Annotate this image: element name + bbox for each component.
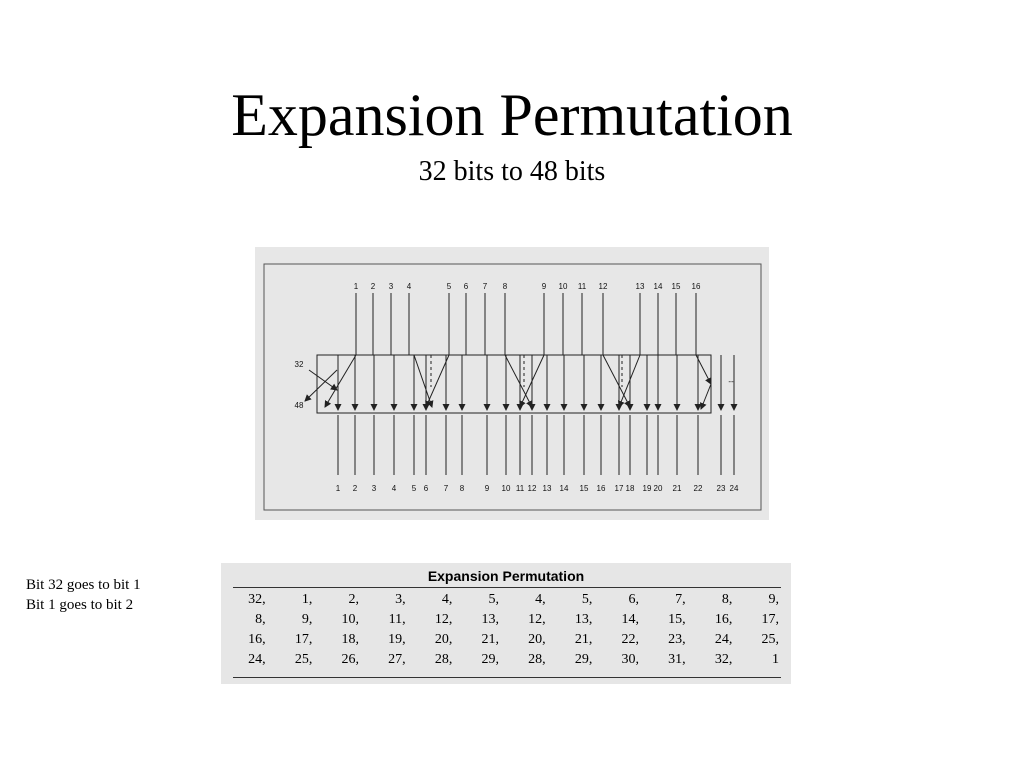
input-bit-label: 3 [388, 282, 394, 291]
notes [26, 575, 141, 615]
output-bit-label: 9 [484, 484, 490, 493]
output-bit-label: 12 [527, 484, 537, 493]
table-cell: 15, [668, 612, 686, 627]
table-cell: 17, [294, 632, 313, 647]
output-bit-label: 3 [371, 484, 377, 493]
table-cell: 4, [441, 592, 453, 607]
output-bit-label: 14 [559, 484, 569, 493]
output-bit-label: 23 [716, 484, 726, 493]
table-cell: 25, [294, 652, 313, 667]
slide-subtitle: 32 bits to 48 bits [418, 156, 606, 187]
table-cell: 9, [301, 612, 313, 627]
table-cell: 12, [434, 612, 453, 627]
permutation-grid [225, 591, 785, 669]
output-bit-label: 5 [411, 484, 417, 493]
output-bit-label: 17 [614, 484, 624, 493]
output-bit-label: 18 [625, 484, 635, 493]
output-bit-label: 10 [501, 484, 511, 493]
diagonal-line [325, 355, 356, 407]
table-cell: 1, [301, 592, 313, 607]
table-cell: 29, [574, 652, 593, 667]
input-bit-label: 2 [370, 282, 376, 291]
output-bit-label: 2 [352, 484, 358, 493]
input-bit-label: 1 [353, 282, 359, 291]
table-cell: 2, [348, 592, 359, 607]
continuation-mark: -- [728, 377, 734, 386]
table-cell: 20, [434, 632, 453, 647]
output-bit-label: 15 [579, 484, 589, 493]
output-bit-label: 11 [515, 484, 525, 493]
output-bit-label: 7 [443, 484, 449, 493]
output-bit-label: 1 [335, 484, 341, 493]
table-cell: 14, [621, 612, 639, 627]
expansion-table [221, 563, 791, 684]
table-cell: 11, [388, 612, 406, 627]
table-cell: 9, [768, 592, 779, 607]
note-line-2: Bit 1 goes to bit 2 [26, 597, 134, 613]
table-rule-top [233, 587, 781, 588]
table-cell: 8, [721, 592, 733, 607]
table-cell: 4, [535, 592, 546, 607]
table-cell: 20, [528, 632, 546, 647]
input-bit-label: 9 [541, 282, 547, 291]
table-cell: 19, [388, 632, 406, 647]
output-bit-label: 20 [653, 484, 663, 493]
table-cell: 32, [714, 652, 733, 667]
input-bit-label: 8 [502, 282, 508, 291]
slide-title: Expansion Permutation [231, 82, 793, 148]
table-cell: 13, [574, 612, 593, 627]
input-bit-label: 11 [577, 282, 587, 291]
output-bit-label: 24 [729, 484, 739, 493]
input-bit-label: 6 [463, 282, 469, 291]
input-bit-label: 15 [671, 282, 681, 291]
diagonal-line [505, 355, 532, 407]
input-bit-label: 16 [691, 282, 701, 291]
table-cell: 25, [761, 632, 779, 647]
side-cross-line [305, 370, 337, 401]
table-cell: 12, [528, 612, 546, 627]
table-cell: 29, [481, 652, 499, 667]
diagram-frame [264, 264, 761, 510]
table-cell: 3, [395, 592, 406, 607]
table-cell: 10, [341, 612, 359, 627]
input-bit-label: 7 [482, 282, 488, 291]
output-bit-label: 16 [596, 484, 606, 493]
table-cell: 16, [714, 612, 733, 627]
diagonal-line [701, 384, 711, 409]
table-title: Expansion Permutation [427, 568, 585, 584]
table-cell: 18, [341, 632, 359, 647]
expansion-diagram [255, 247, 769, 520]
table-cell: 28, [434, 652, 453, 667]
table-cell: 30, [621, 652, 639, 667]
table-rule-bottom [233, 677, 781, 678]
output-bit-label: 22 [693, 484, 703, 493]
table-cell: 17, [761, 612, 779, 627]
table-cell: 28, [528, 652, 546, 667]
input-bit-label: 4 [406, 282, 412, 291]
table-cell: 1 [772, 652, 779, 667]
input-bit-label: 14 [653, 282, 663, 291]
table-cell: 8, [255, 612, 266, 627]
output-bit-label: 21 [672, 484, 682, 493]
output-bit-label: 4 [391, 484, 397, 493]
table-cell: 16, [248, 632, 266, 647]
table-cell: 5, [488, 592, 499, 607]
table-cell: 5, [581, 592, 593, 607]
note-line-1: Bit 32 goes to bit 1 [26, 577, 141, 593]
diagonal-line [603, 355, 630, 407]
table-cell: 27, [388, 652, 406, 667]
input-bit-label: 5 [446, 282, 452, 291]
output-bit-label: 8 [459, 484, 465, 493]
output-bit-label: 19 [642, 484, 652, 493]
side-label-32: 32 [294, 360, 304, 369]
input-bit-label: 13 [635, 282, 645, 291]
expansion-box [317, 355, 711, 413]
table-cell: 21, [574, 632, 593, 647]
output-bit-label: 6 [423, 484, 429, 493]
table-cell: 26, [341, 652, 359, 667]
output-bit-label: 13 [542, 484, 552, 493]
table-cell: 23, [668, 632, 686, 647]
input-bit-label: 10 [558, 282, 568, 291]
side-label-48: 48 [294, 401, 304, 410]
table-cell: 21, [481, 632, 499, 647]
table-cell: 32, [248, 592, 266, 607]
table-cell: 22, [621, 632, 639, 647]
table-cell: 24, [248, 652, 266, 667]
expansion-diagram-svg [255, 247, 769, 520]
table-cell: 13, [481, 612, 499, 627]
table-cell: 6, [628, 592, 639, 607]
table-cell: 7, [675, 592, 686, 607]
table-cell: 24, [714, 632, 733, 647]
side-cross-line [309, 370, 337, 390]
table-cell: 31, [668, 652, 686, 667]
input-bit-label: 12 [598, 282, 608, 291]
